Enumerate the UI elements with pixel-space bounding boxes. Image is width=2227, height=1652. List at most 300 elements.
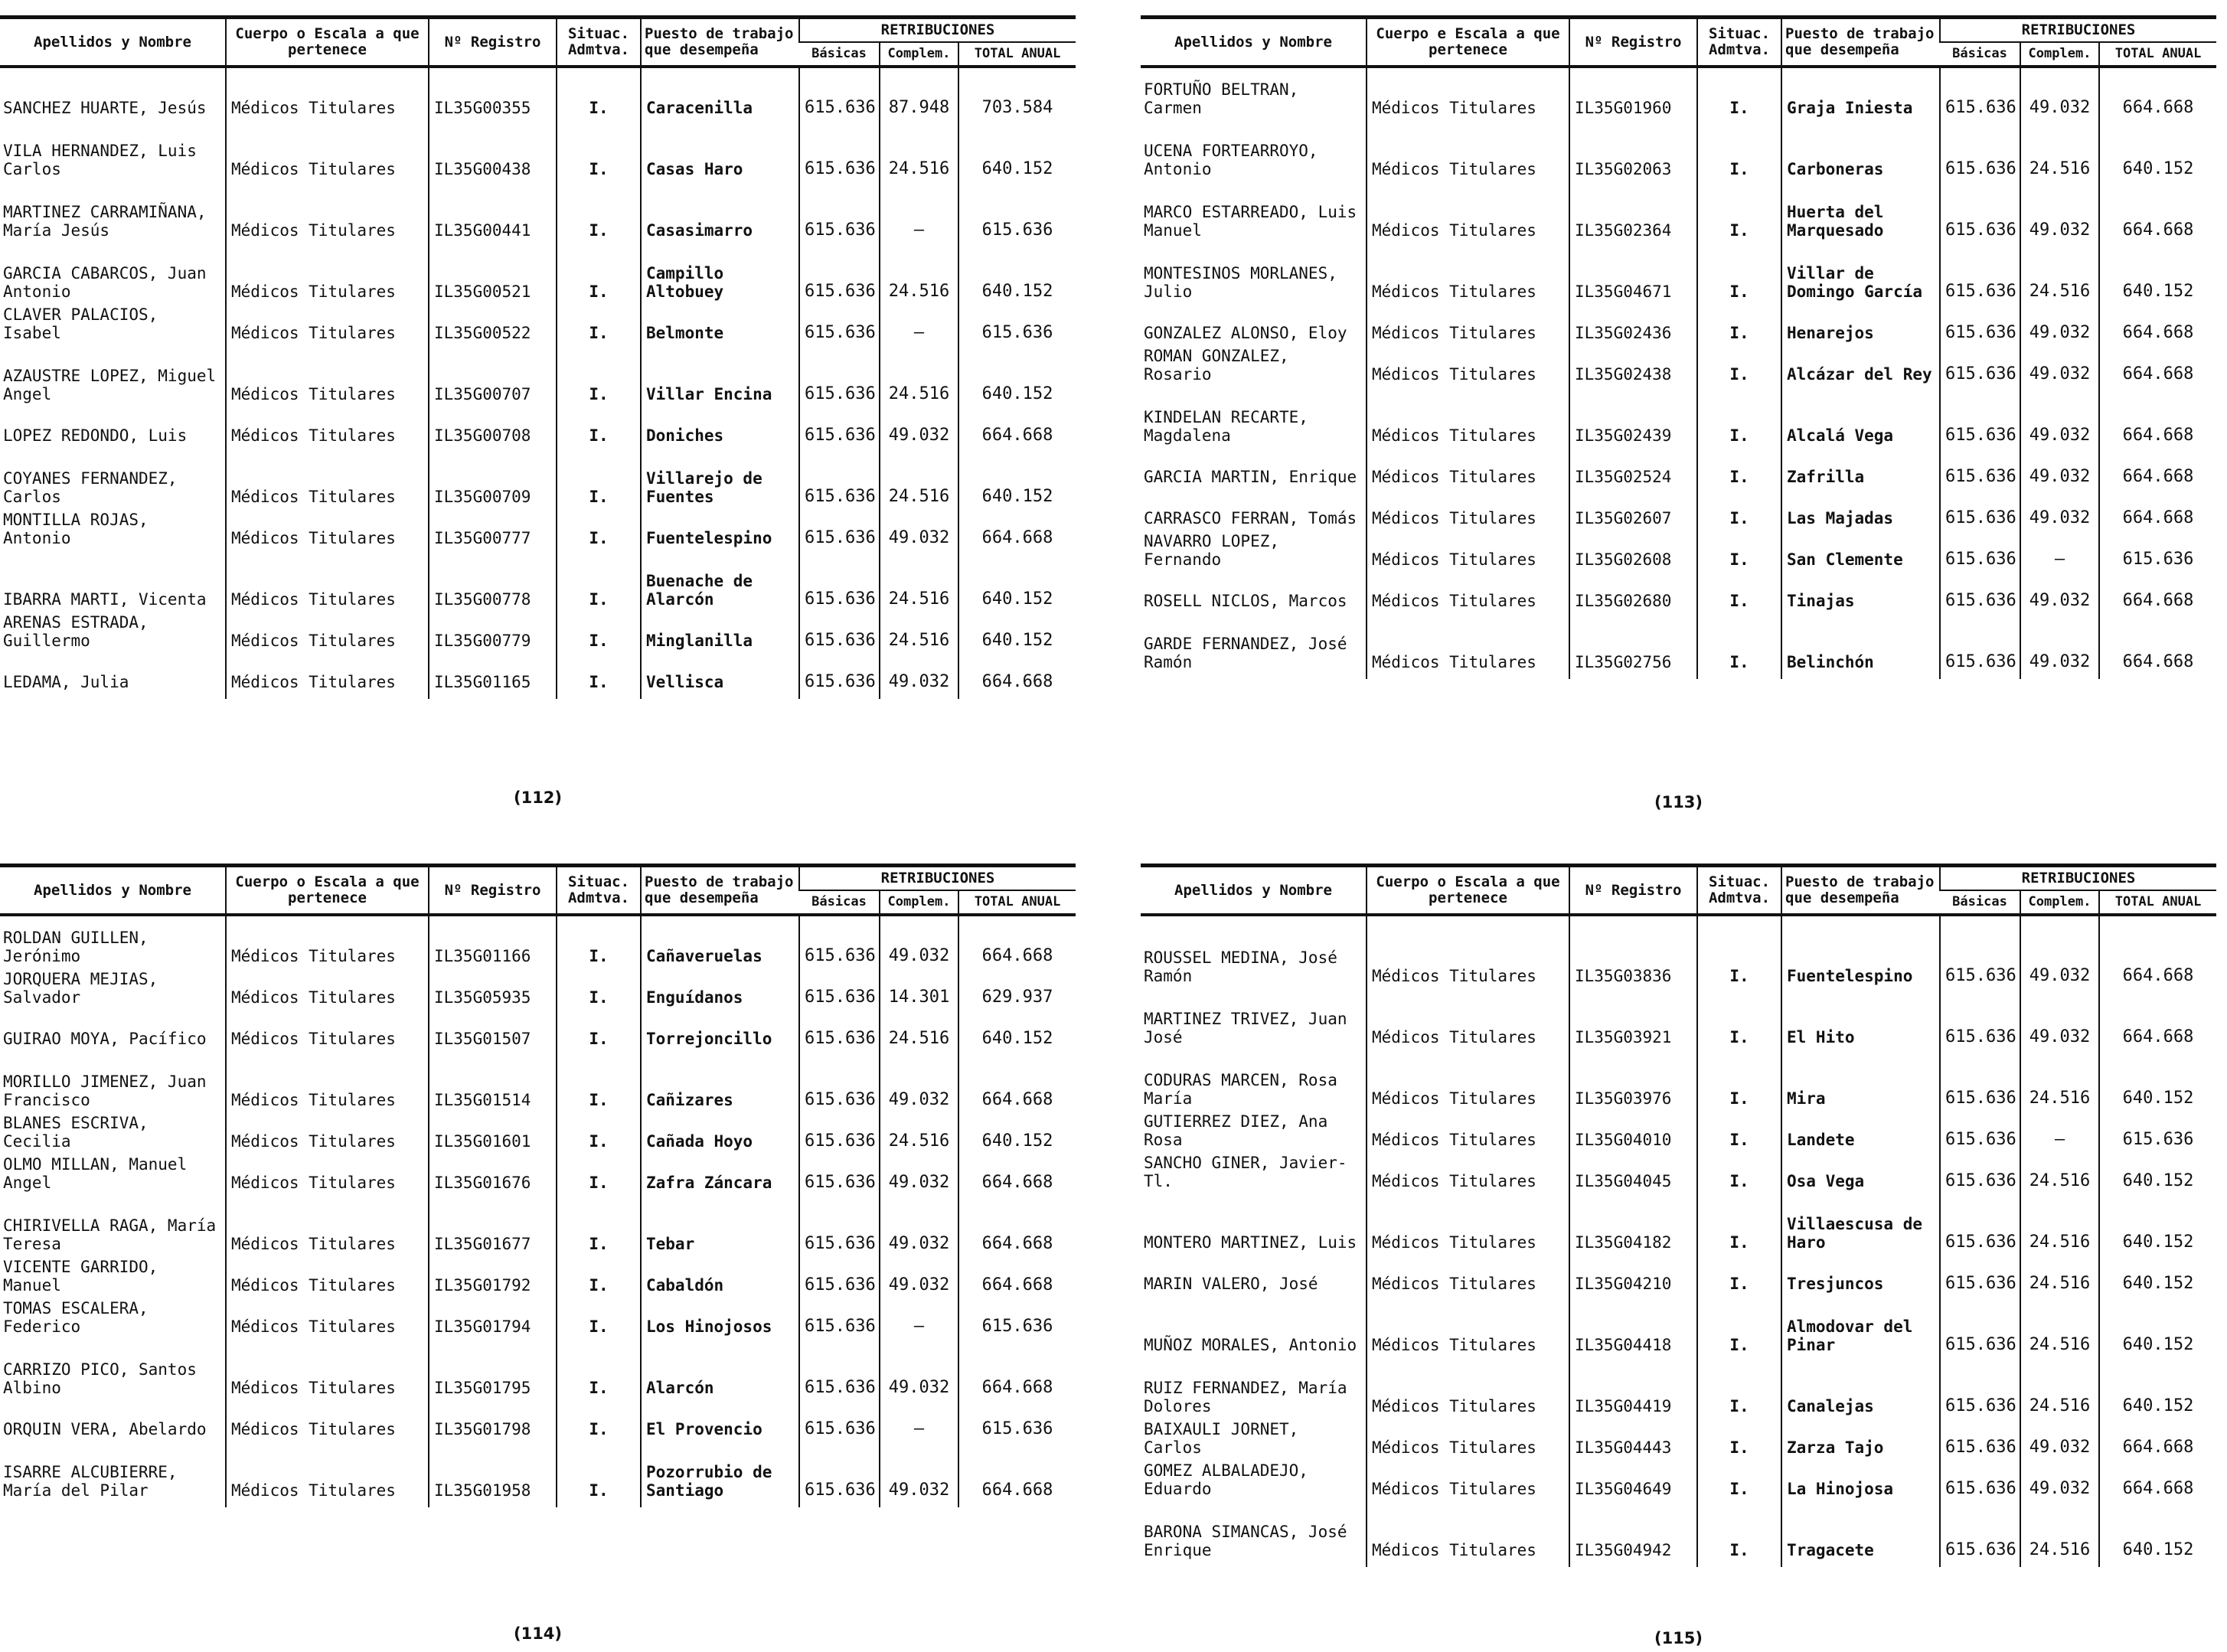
cell-cuerpo: Médicos Titulares [226,609,429,650]
cell-cuerpo: Médicos Titulares [1367,240,1569,301]
cell-basicas: 615.636 [799,965,880,1007]
cell-situacion: I. [557,1192,641,1253]
cell-puesto: Cabaldón [641,1253,799,1295]
cell-puesto: Carboneras [1781,117,1940,178]
cell-cuerpo: Médicos Titulares [1367,527,1569,569]
table-row [0,1438,1076,1500]
table-row [0,1336,1076,1397]
cell-registro: IL35G02608 [1569,527,1697,569]
cell-registro: IL35G01676 [429,1151,557,1192]
cell-situacion: I. [1697,1190,1781,1252]
cell-situacion: I. [1697,924,1781,985]
cell-cuerpo: Médicos Titulares [226,76,429,117]
cell-registro: IL35G01792 [429,1253,557,1295]
cell-complem: 24.516 [880,547,958,609]
cell-puesto: Tebar [641,1192,799,1253]
cell-basicas: 615.636 [799,1295,880,1336]
cell-situacion: I. [557,965,641,1007]
cell-total: 640.152 [958,547,1076,609]
table-row [1141,610,2216,671]
cell-name: NAVARRO LOPEZ, Fernando [1144,532,1280,569]
cell-name: GONZALEZ ALONSO, Eloy [1144,324,1347,342]
table-row [0,1397,1076,1438]
cell-situacion: I. [557,1295,641,1336]
cell-registro: IL35G04649 [1569,1457,1697,1498]
table-row [0,965,1076,1007]
cell-registro: IL35G02607 [1569,486,1697,527]
table-row [0,650,1076,691]
cell-complem: — [880,178,958,240]
cell-cuerpo: Médicos Titulares [1367,1354,1569,1415]
cell-complem: 49.032 [2020,985,2099,1046]
table-row [0,1109,1076,1151]
cell-puesto: Cañada Hoyo [641,1109,799,1151]
cell-situacion: I. [557,650,641,691]
header-situacion: Situac. Admtva. [1697,866,1781,916]
cell-complem: 49.032 [2020,384,2099,445]
cell-registro: IL35G00708 [429,403,557,445]
header-registro: Nº Registro [429,866,557,916]
cell-cuerpo: Médicos Titulares [226,342,429,403]
header-puesto: Puesto de trabajo que desempeña [1781,866,1940,916]
table-row [0,1295,1076,1336]
cell-name: GUIRAO MOYA, Pacífico [3,1030,207,1048]
table-header [1141,866,2216,916]
cell-total: 640.152 [958,240,1076,301]
cell-complem: 49.032 [2020,76,2099,117]
cell-cuerpo: Médicos Titulares [226,403,429,445]
table-body [0,915,1076,1507]
header-retribuciones: RETRIBUCIONES [799,866,1076,891]
cell-complem: 49.032 [880,1336,958,1397]
cell-situacion: I. [1697,1415,1781,1457]
cell-complem: 24.516 [880,1109,958,1151]
cell-basicas: 615.636 [799,117,880,178]
cell-name: GOMEZ ALBALADEJO, Eduardo [1144,1461,1308,1498]
cell-basicas: 615.636 [1940,924,2020,985]
cell-name: ARENAS ESTRADA, Guillermo [3,613,149,650]
cell-basicas: 615.636 [1940,1293,2020,1354]
cell-name: ROUSSEL MEDINA, José Ramón [1144,948,1337,985]
cell-total: 640.152 [958,342,1076,403]
cell-situacion: I. [1697,1354,1781,1415]
page-number: (115) [1654,1629,1703,1647]
cell-situacion: I. [1697,569,1781,610]
cell-complem: 24.516 [880,240,958,301]
table-row [1141,1354,2216,1415]
cell-puesto: Enguídanos [641,965,799,1007]
cell-total: 664.668 [2099,985,2216,1046]
cell-situacion: I. [1697,76,1781,117]
cell-name: AZAUSTRE LOPEZ, Miguel Angel [3,367,217,403]
cell-basicas: 615.636 [799,547,880,609]
table-row [1141,301,2216,342]
cell-total: 664.668 [2099,924,2216,985]
cell-name: CODURAS MARCEN, Rosa María [1144,1071,1337,1108]
cell-complem: 49.032 [880,1048,958,1109]
cell-registro: IL35G02436 [1569,301,1697,342]
cell-registro: IL35G01798 [429,1397,557,1438]
cell-puesto: Minglanilla [641,609,799,650]
table-row [1141,1498,2216,1559]
cell-registro: IL35G00522 [429,301,557,342]
cell-name: FORTUÑO BELTRAN, Carmen [1144,80,1299,117]
cell-situacion: I. [1697,1252,1781,1293]
cell-total: 664.668 [2099,76,2216,117]
cell-complem: — [2020,1108,2099,1149]
cell-registro: IL35G02439 [1569,384,1697,445]
cell-basicas: 615.636 [1940,178,2020,240]
cell-total: 664.668 [958,1438,1076,1500]
cell-name: GARDE FERNANDEZ, José Ramón [1144,635,1347,671]
cell-cuerpo: Médicos Titulares [1367,1252,1569,1293]
cell-situacion: I. [1697,486,1781,527]
cell-cuerpo: Médicos Titulares [1367,1190,1569,1252]
cell-complem: 49.032 [2020,610,2099,671]
cell-puesto: Landete [1781,1108,1940,1149]
cell-complem: 14.301 [880,965,958,1007]
page-113 [1141,15,2216,679]
cell-puesto: Alcalá Vega [1781,384,1940,445]
cell-name: BLANES ESCRIVA, Cecilia [3,1114,149,1151]
cell-name: MONTILLA ROJAS, Antonio [3,511,149,547]
cell-situacion: I. [557,1397,641,1438]
table-row [1141,342,2216,384]
table-row [1141,1108,2216,1149]
cell-cuerpo: Médicos Titulares [1367,342,1569,384]
cell-cuerpo: Médicos Titulares [1367,1108,1569,1149]
page-number: (112) [513,788,563,807]
cell-total: 615.636 [958,1397,1076,1438]
cell-registro: IL35G01960 [1569,76,1697,117]
cell-name: SANCHO GINER, Javier-Tl. [1144,1154,1347,1190]
cell-name: MARIN VALERO, José [1144,1275,1318,1293]
cell-puesto: El Hito [1781,985,1940,1046]
cell-cuerpo: Médicos Titulares [1367,384,1569,445]
table-row [0,240,1076,301]
table-row [1141,1046,2216,1108]
cell-name: MORILLO JIMENEZ, Juan Francisco [3,1072,207,1109]
cell-total: 664.668 [958,506,1076,547]
cell-registro: IL35G01514 [429,1048,557,1109]
cell-complem: 49.032 [2020,342,2099,384]
cell-situacion: I. [557,342,641,403]
cell-basicas: 615.636 [799,403,880,445]
table-row [1141,1457,2216,1498]
cell-total: 664.668 [2099,486,2216,527]
cell-complem: 24.516 [2020,1498,2099,1559]
cell-cuerpo: Médicos Titulares [1367,445,1569,486]
cell-basicas: 615.636 [1940,1457,2020,1498]
cell-complem: 24.516 [880,609,958,650]
cell-total: 664.668 [958,1151,1076,1192]
cell-total: 640.152 [958,1109,1076,1151]
cell-cuerpo: Médicos Titulares [1367,301,1569,342]
header-complem: Complem. [880,890,958,915]
cell-basicas: 615.636 [1940,985,2020,1046]
table-row [1141,76,2216,117]
cell-basicas: 615.636 [1940,1354,2020,1415]
cell-situacion: I. [1697,1046,1781,1108]
cell-complem: — [880,1397,958,1438]
cell-puesto: Belinchón [1781,610,1940,671]
cell-registro: IL35G01794 [429,1295,557,1336]
cell-cuerpo: Médicos Titulares [1367,569,1569,610]
cell-complem: 24.516 [2020,240,2099,301]
cell-basicas: 615.636 [799,1048,880,1109]
cell-name: MONTESINOS MORLANES, Julio [1144,264,1337,301]
cell-total: 615.636 [958,178,1076,240]
cell-cuerpo: Médicos Titulares [226,547,429,609]
salary-table [1141,864,2216,1567]
cell-puesto: Fuentelespino [1781,924,1940,985]
cell-total: 664.668 [958,1192,1076,1253]
cell-situacion: I. [557,1048,641,1109]
cell-registro: IL35G00777 [429,506,557,547]
table-row [0,403,1076,445]
cell-basicas: 615.636 [1940,1149,2020,1190]
cell-cuerpo: Médicos Titulares [1367,486,1569,527]
header-total: TOTAL ANUAL [2099,890,2216,915]
cell-name: MONTERO MARTINEZ, Luis [1144,1233,1357,1252]
cell-puesto: Torrejoncillo [641,1007,799,1048]
cell-complem: 24.516 [880,445,958,506]
cell-name: GARCIA CABARCOS, Juan Antonio [3,264,207,301]
cell-basicas: 615.636 [799,924,880,965]
cell-situacion: I. [557,1109,641,1151]
cell-puesto: Belmonte [641,301,799,342]
header-situacion: Situac. Admtva. [557,866,641,916]
cell-complem: 49.032 [880,650,958,691]
cell-situacion: I. [1697,985,1781,1046]
cell-basicas: 615.636 [799,609,880,650]
table-header [0,18,1076,67]
cell-registro: IL35G00521 [429,240,557,301]
cell-cuerpo: Médicos Titulares [226,1109,429,1151]
table-header [0,866,1076,916]
cell-puesto: Doniches [641,403,799,445]
cell-cuerpo: Médicos Titulares [226,1397,429,1438]
cell-registro: IL35G03836 [1569,924,1697,985]
cell-total: 615.636 [2099,527,2216,569]
header-name: Apellidos y Nombre [1141,866,1367,916]
table-row [1141,985,2216,1046]
cell-complem: 24.516 [2020,1190,2099,1252]
table-row [1141,569,2216,610]
cell-cuerpo: Médicos Titulares [226,178,429,240]
cell-total: 640.152 [2099,1149,2216,1190]
cell-total: 640.152 [958,117,1076,178]
cell-situacion: I. [557,1336,641,1397]
cell-registro: IL35G04045 [1569,1149,1697,1190]
cell-puesto: Fuentelespino [641,506,799,547]
table-row [0,301,1076,342]
cell-complem: 24.516 [880,342,958,403]
cell-puesto: Zarza Tajo [1781,1415,1940,1457]
header-registro: Nº Registro [429,18,557,67]
page-number: (113) [1654,793,1703,811]
cell-puesto: Villar de Domingo García [1781,240,1940,301]
cell-total: 664.668 [2099,384,2216,445]
table-row [1141,178,2216,240]
cell-name: BARONA SIMANCAS, José Enrique [1144,1523,1347,1559]
cell-basicas: 615.636 [799,342,880,403]
cell-name: MARTINEZ CARRAMIÑANA, María Jesús [3,203,207,240]
cell-complem: — [880,301,958,342]
cell-total: 640.152 [958,1007,1076,1048]
page-115 [1141,864,2216,1567]
cell-basicas: 615.636 [799,1438,880,1500]
cell-name: ROMAN GONZALEZ, Rosario [1144,347,1289,384]
cell-cuerpo: Médicos Titulares [226,1007,429,1048]
cell-puesto: Villaescusa de Haro [1781,1190,1940,1252]
cell-registro: IL35G00778 [429,547,557,609]
cell-puesto: Villar Encina [641,342,799,403]
cell-puesto: Casas Haro [641,117,799,178]
cell-puesto: Las Majadas [1781,486,1940,527]
cell-registro: IL35G01601 [429,1109,557,1151]
cell-registro: IL35G04010 [1569,1108,1697,1149]
cell-puesto: Casasimarro [641,178,799,240]
cell-situacion: I. [1697,384,1781,445]
cell-cuerpo: Médicos Titulares [226,650,429,691]
cell-cuerpo: Médicos Titulares [226,1253,429,1295]
cell-complem: 49.032 [2020,301,2099,342]
cell-basicas: 615.636 [1940,569,2020,610]
cell-cuerpo: Médicos Titulares [1367,610,1569,671]
cell-basicas: 615.636 [1940,117,2020,178]
cell-situacion: I. [557,117,641,178]
cell-situacion: I. [1697,1108,1781,1149]
cell-complem: 49.032 [2020,924,2099,985]
cell-puesto: Tresjuncos [1781,1252,1940,1293]
table-row [0,178,1076,240]
cell-registro: IL35G03921 [1569,985,1697,1046]
cell-complem: 24.516 [2020,117,2099,178]
cell-puesto: Tragacete [1781,1498,1940,1559]
table-header [1141,18,2216,67]
cell-puesto: Cañaveruelas [641,924,799,965]
cell-situacion: I. [1697,1457,1781,1498]
table-row [0,1151,1076,1192]
cell-registro: IL35G03976 [1569,1046,1697,1108]
cell-situacion: I. [1697,1293,1781,1354]
cell-cuerpo: Médicos Titulares [1367,1457,1569,1498]
header-puesto: Puesto de trabajo que desempeña [1781,18,1940,67]
cell-basicas: 615.636 [799,1336,880,1397]
table-row [1141,527,2216,569]
cell-registro: IL35G04182 [1569,1190,1697,1252]
cell-complem: — [2020,527,2099,569]
table-row [1141,1149,2216,1190]
cell-total: 664.668 [2099,569,2216,610]
cell-total: 640.152 [2099,1046,2216,1108]
cell-name: TOMAS ESCALERA, Federico [3,1299,149,1336]
cell-registro: IL35G04419 [1569,1354,1697,1415]
cell-total: 615.636 [2099,1108,2216,1149]
table-row [0,924,1076,965]
cell-total: 664.668 [958,924,1076,965]
cell-complem: 49.032 [2020,445,2099,486]
cell-puesto: Vellisca [641,650,799,691]
cell-basicas: 615.636 [1940,486,2020,527]
cell-puesto: Tinajas [1781,569,1940,610]
cell-registro: IL35G04210 [1569,1252,1697,1293]
cell-cuerpo: Médicos Titulares [226,301,429,342]
header-registro: Nº Registro [1569,866,1697,916]
table-row [1141,1293,2216,1354]
cell-basicas: 615.636 [1940,342,2020,384]
cell-total: 640.152 [958,609,1076,650]
header-basicas: Básicas [799,42,880,67]
cell-basicas: 615.636 [799,650,880,691]
header-complem: Complem. [2020,42,2099,67]
cell-basicas: 615.636 [1940,1190,2020,1252]
header-situacion: Situac. Admtva. [557,18,641,67]
cell-basicas: 615.636 [1940,445,2020,486]
cell-puesto: Osa Vega [1781,1149,1940,1190]
cell-situacion: I. [1697,301,1781,342]
table-row [1141,486,2216,527]
cell-basicas: 615.636 [1940,76,2020,117]
cell-registro: IL35G04418 [1569,1293,1697,1354]
cell-cuerpo: Médicos Titulares [226,1336,429,1397]
cell-cuerpo: Médicos Titulares [1367,1149,1569,1190]
header-cuerpo: Cuerpo o Escala a que pertenece [226,866,429,916]
cell-name: VILA HERNANDEZ, Luis Carlos [3,142,197,178]
cell-situacion: I. [557,1151,641,1192]
cell-total: 664.668 [958,1048,1076,1109]
header-retribuciones: RETRIBUCIONES [1940,18,2216,43]
cell-puesto: Cañizares [641,1048,799,1109]
cell-total: 640.152 [2099,117,2216,178]
header-complem: Complem. [2020,890,2099,915]
cell-basicas: 615.636 [1940,1415,2020,1457]
cell-cuerpo: Médicos Titulares [226,506,429,547]
cell-total: 615.636 [958,1295,1076,1336]
cell-situacion: I. [1697,178,1781,240]
table-row [0,1253,1076,1295]
cell-registro: IL35G02524 [1569,445,1697,486]
cell-cuerpo: Médicos Titulares [226,117,429,178]
cell-cuerpo: Médicos Titulares [1367,985,1569,1046]
cell-puesto: Henarejos [1781,301,1940,342]
cell-name: GUTIERREZ DIEZ, Ana Rosa [1144,1112,1328,1149]
cell-complem: 49.032 [880,1151,958,1192]
cell-situacion: I. [557,178,641,240]
cell-registro: IL35G04443 [1569,1415,1697,1457]
cell-puesto: Graja Iniesta [1781,76,1940,117]
cell-registro: IL35G02063 [1569,117,1697,178]
cell-basicas: 615.636 [1940,301,2020,342]
cell-situacion: I. [1697,342,1781,384]
cell-puesto: Los Hinojosos [641,1295,799,1336]
cell-registro: IL35G00441 [429,178,557,240]
cell-name: MARCO ESTARREADO, Luis Manuel [1144,203,1357,240]
cell-name: ROLDAN GUILLEN, Jerónimo [3,929,149,965]
cell-cuerpo: Médicos Titulares [226,1048,429,1109]
table-row [1141,445,2216,486]
table-body [1141,915,2216,1567]
cell-basicas: 615.636 [799,1192,880,1253]
cell-name: MUÑOZ MORALES, Antonio [1144,1336,1357,1354]
table-row [0,1192,1076,1253]
cell-basicas: 615.636 [799,301,880,342]
cell-total: 615.636 [958,301,1076,342]
cell-complem: 49.032 [2020,1457,2099,1498]
cell-situacion: I. [1697,610,1781,671]
cell-puesto: Huerta del Marquesado [1781,178,1940,240]
